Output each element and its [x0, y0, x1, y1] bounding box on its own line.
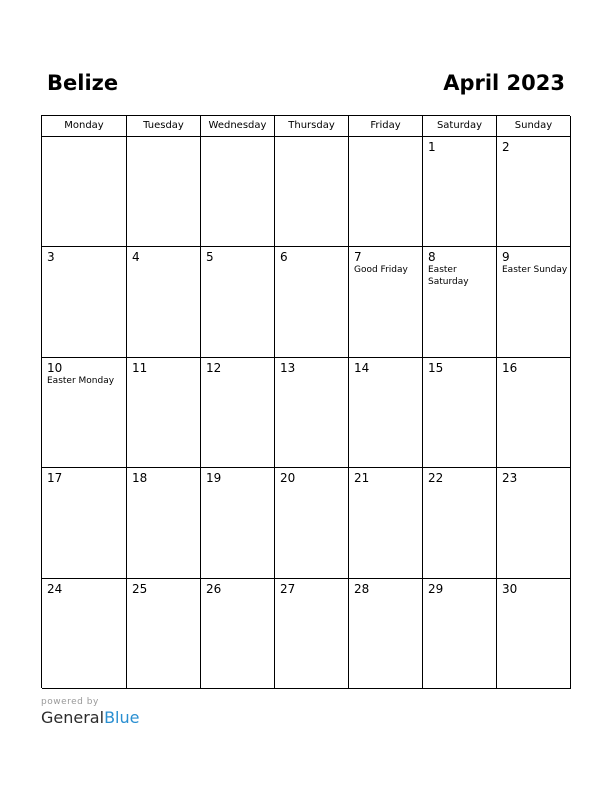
day-number: 12 [206, 360, 222, 375]
day-cell[interactable] [423, 137, 497, 247]
holiday-label: Easter Monday [47, 375, 115, 386]
day-cell[interactable] [201, 579, 275, 689]
day-number: 20 [280, 471, 296, 486]
day-number: 9 [502, 250, 510, 265]
day-number: 5 [206, 250, 214, 265]
day-cell[interactable] [275, 247, 349, 357]
day-cell[interactable] [201, 358, 275, 468]
day-cell[interactable] [349, 579, 423, 689]
day-number: 29 [428, 581, 444, 596]
weekday-header: Saturday [423, 116, 497, 137]
day-cell[interactable] [275, 468, 349, 578]
day-cell[interactable] [42, 137, 127, 247]
day-number: 6 [280, 250, 288, 265]
day-cell[interactable] [127, 247, 201, 357]
day-number: 3 [47, 250, 55, 265]
day-cell[interactable] [42, 247, 127, 357]
country-title: Belize [47, 71, 119, 95]
day-number: 23 [502, 471, 518, 486]
day-number: 4 [132, 250, 140, 265]
day-cell[interactable] [275, 579, 349, 689]
powered-by-label: powered by [41, 697, 99, 707]
weekday-header: Tuesday [127, 116, 201, 137]
day-number: 10 [47, 360, 63, 375]
holiday-label: Easter Saturday [428, 265, 469, 288]
day-cell[interactable] [275, 358, 349, 468]
day-cell[interactable] [42, 579, 127, 689]
generalblue-logo[interactable] [41, 708, 139, 727]
day-cell[interactable] [201, 247, 275, 357]
day-cell[interactable] [275, 137, 349, 247]
day-number: 11 [132, 360, 148, 375]
day-number: 18 [132, 471, 148, 486]
day-cell[interactable] [201, 137, 275, 247]
holiday-label: Easter Sunday [502, 265, 568, 276]
month-title: April 2023 [443, 71, 565, 95]
weekday-header: Wednesday [201, 116, 275, 137]
day-cell[interactable] [497, 468, 571, 578]
day-number: 27 [280, 581, 296, 596]
day-cell[interactable] [127, 137, 201, 247]
day-cell[interactable] [497, 358, 571, 468]
day-cell[interactable] [349, 247, 423, 357]
brand-part-2: Blue [104, 708, 140, 727]
brand-part-1: General [41, 708, 105, 727]
day-cell[interactable] [127, 468, 201, 578]
day-number: 25 [132, 581, 148, 596]
holiday-label: Good Friday [354, 265, 408, 276]
day-cell[interactable] [497, 137, 571, 247]
day-number: 2 [502, 140, 510, 154]
day-number: 24 [47, 581, 63, 596]
weekday-header: Thursday [275, 116, 349, 137]
day-cell[interactable] [497, 247, 571, 357]
day-number: 26 [206, 581, 222, 596]
day-number: 1 [428, 140, 436, 154]
day-number: 21 [354, 471, 370, 486]
day-cell[interactable] [349, 137, 423, 247]
day-cell[interactable] [42, 358, 127, 468]
weekday-header: Sunday [497, 116, 571, 137]
day-cell[interactable] [349, 468, 423, 578]
day-number: 14 [354, 360, 370, 375]
day-number: 30 [502, 581, 518, 596]
day-number: 22 [428, 471, 444, 486]
day-cell[interactable] [423, 247, 497, 357]
day-cell[interactable] [127, 579, 201, 689]
day-cell[interactable] [201, 468, 275, 578]
day-cell[interactable] [423, 468, 497, 578]
day-number: 7 [354, 250, 362, 265]
day-cell[interactable] [349, 358, 423, 468]
weekday-header: Monday [42, 116, 127, 137]
day-number: 16 [502, 360, 518, 375]
day-cell[interactable] [42, 468, 127, 578]
weekday-header: Friday [349, 116, 423, 137]
calendar-grid [41, 115, 570, 688]
day-cell[interactable] [497, 579, 571, 689]
day-cell[interactable] [423, 358, 497, 468]
day-cell[interactable] [127, 358, 201, 468]
day-number: 15 [428, 360, 444, 375]
day-number: 13 [280, 360, 296, 375]
day-number: 8 [428, 250, 436, 265]
day-cell[interactable] [423, 579, 497, 689]
day-number: 19 [206, 471, 222, 486]
day-number: 28 [354, 581, 370, 596]
day-number: 17 [47, 471, 63, 486]
